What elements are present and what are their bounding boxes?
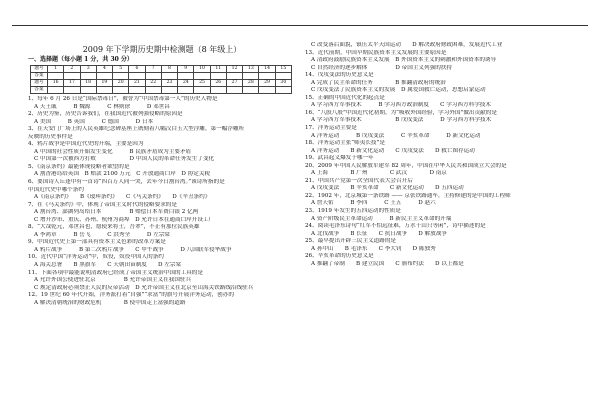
question-line: 8、“大哉乾元，邓世昌也，愿使来将士，吾辈”，不止有那位民族英雄 — [28, 224, 200, 231]
grid-number-cell: 24 — [178, 80, 194, 87]
answer-option-line: C 规定清政府必须禁止人民的反帝活动 D 允许帝国主义在北京至山海关铁路线沿线驻兵 — [34, 284, 254, 291]
grid-number-cell: 26 — [210, 80, 226, 87]
section-heading: 一、选择题（每小题 1 分，共 30 分） — [28, 56, 133, 63]
grid-answer-cell — [145, 73, 161, 80]
grid-answer-cell — [80, 73, 96, 80]
grid-label: 答案 — [31, 87, 48, 94]
question-line: 6、要国诗人丘逢甲有一首诗“四百万人同一哭，去年今日割台湾。”该诗所指的是 — [28, 179, 225, 186]
question-line: 中国近代史中哪个条约 — [28, 186, 84, 193]
grid-number-cell: 18 — [80, 80, 96, 87]
question-line: 12、19 世纪 60 年代开始，洋务派打着“自强”“求富”的旗号开展洋务运动，创办的 — [28, 292, 234, 299]
grid-number-cell: 20 — [113, 80, 129, 87]
top-rule — [12, 25, 588, 26]
question-line: 1、每年 6 月 26 日是“国际禁毒日”，被誉为“中国禁毒第一人”的历史人物是 — [28, 96, 218, 102]
question-line: 11、下面各项中最能说明清政府已经成了帝国主义统治中国的工具的是 — [28, 269, 203, 276]
answer-grid — [30, 65, 292, 94]
grid-answer-cell — [194, 87, 210, 94]
answer-option-line: C 戊戌变法了民族资本主义的发展 D 属爱国救亡运动，思想启蒙运动 — [311, 87, 486, 94]
grid-number-cell: 13 — [243, 66, 259, 73]
answer-option-line: A 中国的社会性质开始发生变化 B 民族矛盾成为主要矛盾 — [34, 148, 192, 155]
answer-option-line: A 詹天佑 B 李四 C 王五 D 赵六 — [311, 200, 436, 207]
question-line: 16、“八股八股”中国近代化初期，为“吸收外国经验，学习外国”做出贡献的是 — [305, 109, 497, 116]
answer-option-line: A 上海 B 广州 C 武汉 D 南京 — [311, 170, 447, 177]
answer-option-line: C 增开沙市、重庆、苏州、杭州为商埠 D 允许日本在通商口岸开设工厂 — [34, 216, 215, 223]
question-line: 10、近代中国“洋务运动”中，奴役，奴役中国人的条约 — [28, 254, 164, 261]
answer-option-line: A 天王戚 B 魏源 C 林则徐 D 邓世昌 — [34, 103, 170, 110]
grid-answer-cell — [226, 87, 242, 94]
question-line: 21、中国共产党第一次全国代表大会召开后 — [305, 177, 413, 184]
grid-answer-cell — [194, 73, 210, 80]
grid-row-answers-1 — [31, 73, 292, 80]
left-column — [28, 42, 296, 307]
grid-number-cell: 5 — [113, 66, 129, 73]
answer-option-line: A 学习西方军事技术 B 戊戌变法 D 学习西方科学技术 — [311, 117, 492, 124]
grid-row-numbers-1 — [31, 66, 292, 73]
left-question-list — [28, 96, 296, 307]
question-line: 23、1919 年发生的五四运动的性质是 — [305, 208, 401, 215]
grid-number-cell: 25 — [194, 80, 210, 87]
grid-answer-cell — [161, 73, 177, 80]
answer-option-line: A 割香港岛给英国 B 赔款 2100 万元 C 开放通商口岸 D 协定关税 — [34, 171, 211, 178]
grid-number-cell: 19 — [96, 80, 112, 87]
answer-option-line: A 鸦片战争 B 第二次鸦片战争 C 甲午战争 D 八国联军侵华战争 — [34, 246, 232, 253]
grid-number-cell: 2 — [64, 66, 80, 73]
answer-option-line: A 孙中山 B 毛泽东 C 李大钊 D 陈独秀 — [311, 245, 436, 252]
grid-answer-cell — [96, 87, 112, 94]
answer-option-line: A《南京条约》 B《瑷珲条约》 C《马关条约》 D《辛丑条约》 — [34, 194, 211, 201]
grid-answer-cell — [210, 73, 226, 80]
question-line: 3、在天安门广场上的人民英雄纪念碑基座上镌刻着八幅汉白玉大型浮雕，第一幅浮雕所 — [28, 126, 245, 133]
grid-number-cell: 10 — [194, 66, 210, 73]
grid-answer-cell — [161, 87, 177, 94]
grid-answer-cell — [48, 73, 64, 80]
answer-option-line: A 推翻了帝制 B 建立民国 C 颁布约法 D 以上都是 — [311, 260, 464, 267]
grid-label: 答案 — [31, 73, 48, 80]
grid-answer-cell — [129, 87, 145, 94]
grid-row-numbers-2 — [31, 80, 292, 87]
answer-option-line: A 美国 B 英国 C 德国 D 日本 — [34, 118, 154, 125]
grid-answer-cell — [275, 87, 291, 94]
grid-answer-cell — [178, 87, 194, 94]
grid-row-answers-2 — [31, 87, 292, 94]
question-line: 26、辛亥革命的历史意义是 — [305, 253, 374, 260]
question-line: 25、最早提出开辟三民主义道路的是 — [305, 238, 397, 245]
answer-option-line: A 清政府鼓励民族资本主义发展 B 外国资本主义的刺激和外国资本的诱导 — [311, 57, 497, 64]
grid-answer-cell — [259, 87, 275, 94]
answer-option-line: A 戊戌变法 B 辛亥革命 C 新文化运动 D 五四运动 — [311, 185, 464, 192]
grid-answer-cell — [113, 87, 129, 94]
answer-option-line: A 解决清朝统治的财政危机 B 使中国走上富强的道路 — [34, 299, 186, 306]
grid-answer-cell — [64, 73, 80, 80]
exam-title: 2009 年下学期历史期中检测题（8 年级上） — [82, 45, 242, 54]
question-line: 5、《南京条约》最能体现侵略者欲望的是 — [28, 163, 130, 170]
grid-number-cell: 14 — [259, 66, 275, 73]
grid-number-cell: 8 — [161, 66, 177, 73]
answer-option-line: C 自然经济的逐步解体 D 帝国主义列强的扶持 — [311, 64, 452, 71]
question-line: 24、阅读毛泽东诗句“红军不怕远征难，万水千山只等闲”，诗中描述的是 — [305, 223, 486, 230]
question-line: 19、武昌起义爆发于哪一年 — [305, 155, 374, 162]
grid-label: 题号 — [31, 66, 48, 73]
grid-answer-cell — [275, 73, 291, 80]
question-line: 4、鸦片战争是中国近代史的开端，主要是因为 — [28, 141, 144, 148]
grid-number-cell: 28 — [243, 80, 259, 87]
grid-number-cell: 9 — [178, 66, 194, 73]
grid-number-cell: 15 — [275, 66, 291, 73]
question-line: 22、1902 年，北京城第一条铁路 —— 京张铁路通车，主持修建的是中国的工程师 — [305, 192, 511, 199]
grid-answer-cell — [64, 87, 80, 94]
grid-number-cell: 6 — [129, 66, 145, 73]
right-question-list — [305, 42, 580, 268]
grid-answer-cell — [129, 73, 145, 80]
grid-label: 题号 — [31, 80, 48, 87]
grid-answer-cell — [145, 87, 161, 94]
grid-answer-cell — [96, 73, 112, 80]
answer-option-line: A 李鸿章 B 岳飞 C 洪秀全 D 左宗棠 — [34, 231, 170, 238]
grid-number-cell: 27 — [226, 80, 242, 87]
grid-number-cell: 7 — [145, 66, 161, 73]
question-line: 9、中国近代史上第一部具有资本主义色彩的改革方案是 — [28, 239, 166, 246]
answer-option-line: A 完成了民主革命的任务 B 推翻清政府的统治 — [311, 79, 446, 86]
grid-answer-cell — [243, 73, 259, 80]
question-line: 13、近代前期，中国早期民族资本主义发展的主要原因是 — [305, 49, 447, 56]
answer-option-line: A 允许外国公使进驻北京 B 允许帝国主义在我国驻兵 — [34, 277, 192, 284]
grid-number-cell: 22 — [145, 80, 161, 87]
question-line: 反映的历史事件是 — [28, 133, 73, 140]
answer-option-line: A 北伐战争 B 长征 C 抗日战争 D 解放战争 — [311, 230, 447, 237]
answer-option-line: A 学习西方军事技术 B 学习西方政治制度 C 学习西方科学技术 — [311, 102, 491, 109]
grid-answer-cell — [48, 87, 64, 94]
grid-number-cell: 30 — [275, 80, 291, 87]
answer-option-line: A 资产阶级民主革命运动 B 新民主主义革命的开端 — [311, 215, 452, 222]
question-line: 18、洋务运动主张“师夷长技”是 — [305, 140, 385, 147]
answer-option-line: A 洋务运动 B 新文化运动 C 戊戌变法 D 救亡图存运动 — [311, 147, 475, 154]
question-line: 15、正确的中国近代化的起点是 — [305, 94, 385, 101]
answer-option-line: C 改变落后面貌，镇压太平天国运动 D 解决政府财政困难，发展近代工业 — [311, 42, 503, 48]
question-line: 2、历史为鉴，历史告诉我们，在我国近代被列强侵略的原因是 — [28, 111, 183, 118]
grid-number-cell: 17 — [64, 80, 80, 87]
grid-answer-cell — [243, 87, 259, 94]
grid-answer-cell — [80, 87, 96, 94]
grid-number-cell: 3 — [80, 66, 96, 73]
grid-number-cell: 16 — [48, 80, 64, 87]
question-line: 7、在《马关条约》中，体现了帝国主义时代的侵略要求的是 — [28, 201, 177, 208]
question-line: 20、2009 年中国人民解放军建军 82 周年，中国在中华人民共和国成立大会的是 — [305, 162, 507, 169]
grid-answer-cell — [178, 73, 194, 80]
grid-number-cell: 11 — [210, 66, 226, 73]
grid-number-cell: 29 — [259, 80, 275, 87]
grid-number-cell: 1 — [48, 66, 64, 73]
question-line: 17、洋务运动主要是 — [305, 125, 357, 132]
grid-number-cell: 4 — [96, 66, 112, 73]
grid-answer-cell — [259, 73, 275, 80]
right-column — [305, 42, 580, 268]
answer-option-line: A 海关总署 B 黑旗军 C 天朝田亩制度 D 左宗棠 — [34, 262, 182, 269]
grid-answer-cell — [210, 87, 226, 94]
answer-option-line: C 中国第一次被西方打败 D 中国人民的革命任务发生了变化 — [34, 156, 215, 163]
question-line: 14、戊戌变法的历史意义是 — [305, 72, 374, 79]
grid-number-cell: 12 — [226, 66, 242, 73]
grid-number-cell: 21 — [129, 80, 145, 87]
grid-answer-cell — [226, 73, 242, 80]
answer-option-line: A 洋务运动 B 戊戌变法 C 辛亥革命 D 新文化运动 — [311, 132, 481, 139]
grid-number-cell: 23 — [161, 80, 177, 87]
answer-option-line: A 割台湾、澎湖列岛给日本 B 赔偿日本军费白银 2 亿两 — [34, 209, 199, 216]
grid-answer-cell — [113, 73, 129, 80]
